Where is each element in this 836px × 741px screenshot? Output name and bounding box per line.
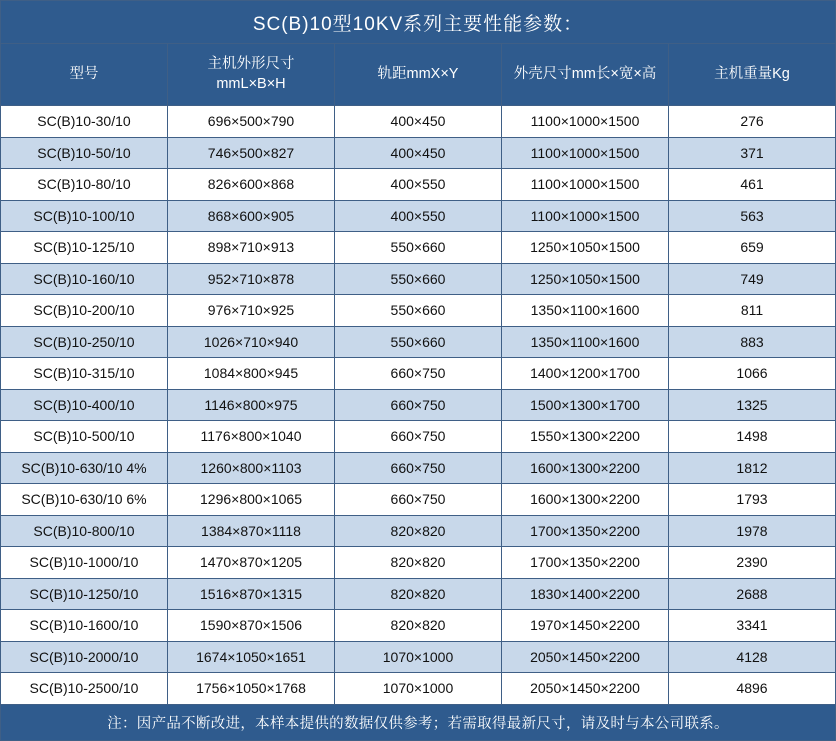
cell-gauge: 400×450 <box>335 137 502 169</box>
cell-weight: 749 <box>669 263 836 295</box>
cell-dimensions: 826×600×868 <box>168 169 335 201</box>
table-row <box>1 295 836 327</box>
table-row <box>1 610 836 642</box>
cell-shell: 2050×1450×2200 <box>502 673 669 705</box>
cell-shell: 1100×1000×1500 <box>502 169 669 201</box>
table-row <box>1 515 836 547</box>
cell-model: SC(B)10-500/10 <box>1 421 168 453</box>
table-row <box>1 263 836 295</box>
cell-shell: 1100×1000×1500 <box>502 106 669 138</box>
column-header-gauge-line1: 轨距mmX×Y <box>377 65 459 82</box>
cell-model: SC(B)10-30/10 <box>1 106 168 138</box>
cell-gauge: 820×820 <box>335 515 502 547</box>
cell-weight: 1812 <box>669 452 836 484</box>
cell-dimensions: 1176×800×1040 <box>168 421 335 453</box>
cell-gauge: 660×750 <box>335 389 502 421</box>
cell-shell: 1100×1000×1500 <box>502 137 669 169</box>
cell-dimensions: 976×710×925 <box>168 295 335 327</box>
cell-model: SC(B)10-630/10 6% <box>1 484 168 516</box>
cell-weight: 4896 <box>669 673 836 705</box>
cell-model: SC(B)10-200/10 <box>1 295 168 327</box>
cell-shell: 1700×1350×2200 <box>502 547 669 579</box>
column-header-dimensions <box>168 44 335 106</box>
cell-model: SC(B)10-160/10 <box>1 263 168 295</box>
table-row <box>1 578 836 610</box>
cell-weight: 461 <box>669 169 836 201</box>
cell-model: SC(B)10-50/10 <box>1 137 168 169</box>
footer-note-row <box>1 704 836 740</box>
footer-note: 注：因产品不断改进，本样本提供的数据仅供参考；若需取得最新尺寸，请及时与本公司联系。 <box>1 704 836 740</box>
table-title-row <box>1 1 836 44</box>
cell-dimensions: 1146×800×975 <box>168 389 335 421</box>
cell-shell: 1970×1450×2200 <box>502 610 669 642</box>
cell-shell: 1350×1100×1600 <box>502 295 669 327</box>
cell-dimensions: 1296×800×1065 <box>168 484 335 516</box>
table-row <box>1 200 836 232</box>
table-foot <box>1 704 836 740</box>
cell-shell: 1500×1300×1700 <box>502 389 669 421</box>
table-row <box>1 389 836 421</box>
cell-model: SC(B)10-250/10 <box>1 326 168 358</box>
table-row <box>1 641 836 673</box>
cell-shell: 1400×1200×1700 <box>502 358 669 390</box>
cell-gauge: 820×820 <box>335 578 502 610</box>
cell-gauge: 550×660 <box>335 232 502 264</box>
cell-gauge: 400×550 <box>335 200 502 232</box>
cell-dimensions: 1026×710×940 <box>168 326 335 358</box>
table-row <box>1 169 836 201</box>
cell-weight: 1066 <box>669 358 836 390</box>
cell-shell: 1600×1300×2200 <box>502 484 669 516</box>
cell-dimensions: 1470×870×1205 <box>168 547 335 579</box>
column-header-model-line1: 型号 <box>69 65 99 82</box>
cell-weight: 1325 <box>669 389 836 421</box>
cell-model: SC(B)10-315/10 <box>1 358 168 390</box>
cell-weight: 2390 <box>669 547 836 579</box>
cell-shell: 1100×1000×1500 <box>502 200 669 232</box>
cell-gauge: 660×750 <box>335 421 502 453</box>
column-header-shell <box>502 44 669 106</box>
cell-model: SC(B)10-630/10 4% <box>1 452 168 484</box>
cell-gauge: 820×820 <box>335 610 502 642</box>
table-row <box>1 106 836 138</box>
cell-dimensions: 1590×870×1506 <box>168 610 335 642</box>
table-row <box>1 421 836 453</box>
column-header-row <box>1 44 836 106</box>
table-head <box>1 1 836 106</box>
cell-dimensions: 1260×800×1103 <box>168 452 335 484</box>
table-row <box>1 484 836 516</box>
cell-model: SC(B)10-2500/10 <box>1 673 168 705</box>
column-header-weight-line1: 主机重量Kg <box>714 65 790 82</box>
cell-dimensions: 1516×870×1315 <box>168 578 335 610</box>
cell-dimensions: 1756×1050×1768 <box>168 673 335 705</box>
cell-model: SC(B)10-1600/10 <box>1 610 168 642</box>
cell-weight: 659 <box>669 232 836 264</box>
column-header-weight <box>669 44 836 106</box>
cell-model: SC(B)10-800/10 <box>1 515 168 547</box>
cell-gauge: 820×820 <box>335 547 502 579</box>
table-row <box>1 137 836 169</box>
column-header-gauge <box>335 44 502 106</box>
cell-model: SC(B)10-100/10 <box>1 200 168 232</box>
cell-weight: 4128 <box>669 641 836 673</box>
cell-weight: 563 <box>669 200 836 232</box>
cell-model: SC(B)10-400/10 <box>1 389 168 421</box>
column-header-model <box>1 44 168 106</box>
column-header-dimensions-line2: mmL×B×H <box>216 75 286 92</box>
page-title: SC(B)10型10KV系列主要性能参数： <box>1 1 836 44</box>
cell-weight: 1498 <box>669 421 836 453</box>
column-header-shell-line1: 外壳尺寸mm长×宽×高 <box>513 65 657 82</box>
table-row <box>1 452 836 484</box>
column-header-dimensions-line1: 主机外形尺寸 <box>207 55 295 72</box>
cell-dimensions: 746×500×827 <box>168 137 335 169</box>
cell-gauge: 1070×1000 <box>335 673 502 705</box>
cell-weight: 883 <box>669 326 836 358</box>
cell-gauge: 550×660 <box>335 295 502 327</box>
cell-gauge: 660×750 <box>335 484 502 516</box>
cell-shell: 1700×1350×2200 <box>502 515 669 547</box>
cell-weight: 371 <box>669 137 836 169</box>
cell-model: SC(B)10-1250/10 <box>1 578 168 610</box>
cell-model: SC(B)10-80/10 <box>1 169 168 201</box>
table-row <box>1 358 836 390</box>
cell-weight: 811 <box>669 295 836 327</box>
cell-weight: 1793 <box>669 484 836 516</box>
cell-gauge: 550×660 <box>335 263 502 295</box>
cell-dimensions: 898×710×913 <box>168 232 335 264</box>
cell-gauge: 1070×1000 <box>335 641 502 673</box>
cell-weight: 2688 <box>669 578 836 610</box>
cell-shell: 1830×1400×2200 <box>502 578 669 610</box>
cell-gauge: 550×660 <box>335 326 502 358</box>
cell-shell: 1600×1300×2200 <box>502 452 669 484</box>
cell-model: SC(B)10-2000/10 <box>1 641 168 673</box>
cell-dimensions: 1674×1050×1651 <box>168 641 335 673</box>
table-body <box>1 106 836 705</box>
cell-gauge: 400×550 <box>335 169 502 201</box>
cell-shell: 1250×1050×1500 <box>502 232 669 264</box>
cell-gauge: 660×750 <box>335 452 502 484</box>
cell-dimensions: 868×600×905 <box>168 200 335 232</box>
table-row <box>1 547 836 579</box>
cell-dimensions: 1084×800×945 <box>168 358 335 390</box>
cell-shell: 1550×1300×2200 <box>502 421 669 453</box>
cell-dimensions: 1384×870×1118 <box>168 515 335 547</box>
cell-model: SC(B)10-1000/10 <box>1 547 168 579</box>
table-row <box>1 326 836 358</box>
cell-gauge: 660×750 <box>335 358 502 390</box>
cell-gauge: 400×450 <box>335 106 502 138</box>
cell-weight: 3341 <box>669 610 836 642</box>
cell-weight: 1978 <box>669 515 836 547</box>
table-row <box>1 232 836 264</box>
cell-model: SC(B)10-125/10 <box>1 232 168 264</box>
cell-shell: 1350×1100×1600 <box>502 326 669 358</box>
cell-dimensions: 696×500×790 <box>168 106 335 138</box>
cell-dimensions: 952×710×878 <box>168 263 335 295</box>
cell-weight: 276 <box>669 106 836 138</box>
cell-shell: 2050×1450×2200 <box>502 641 669 673</box>
table-row <box>1 673 836 705</box>
cell-shell: 1250×1050×1500 <box>502 263 669 295</box>
